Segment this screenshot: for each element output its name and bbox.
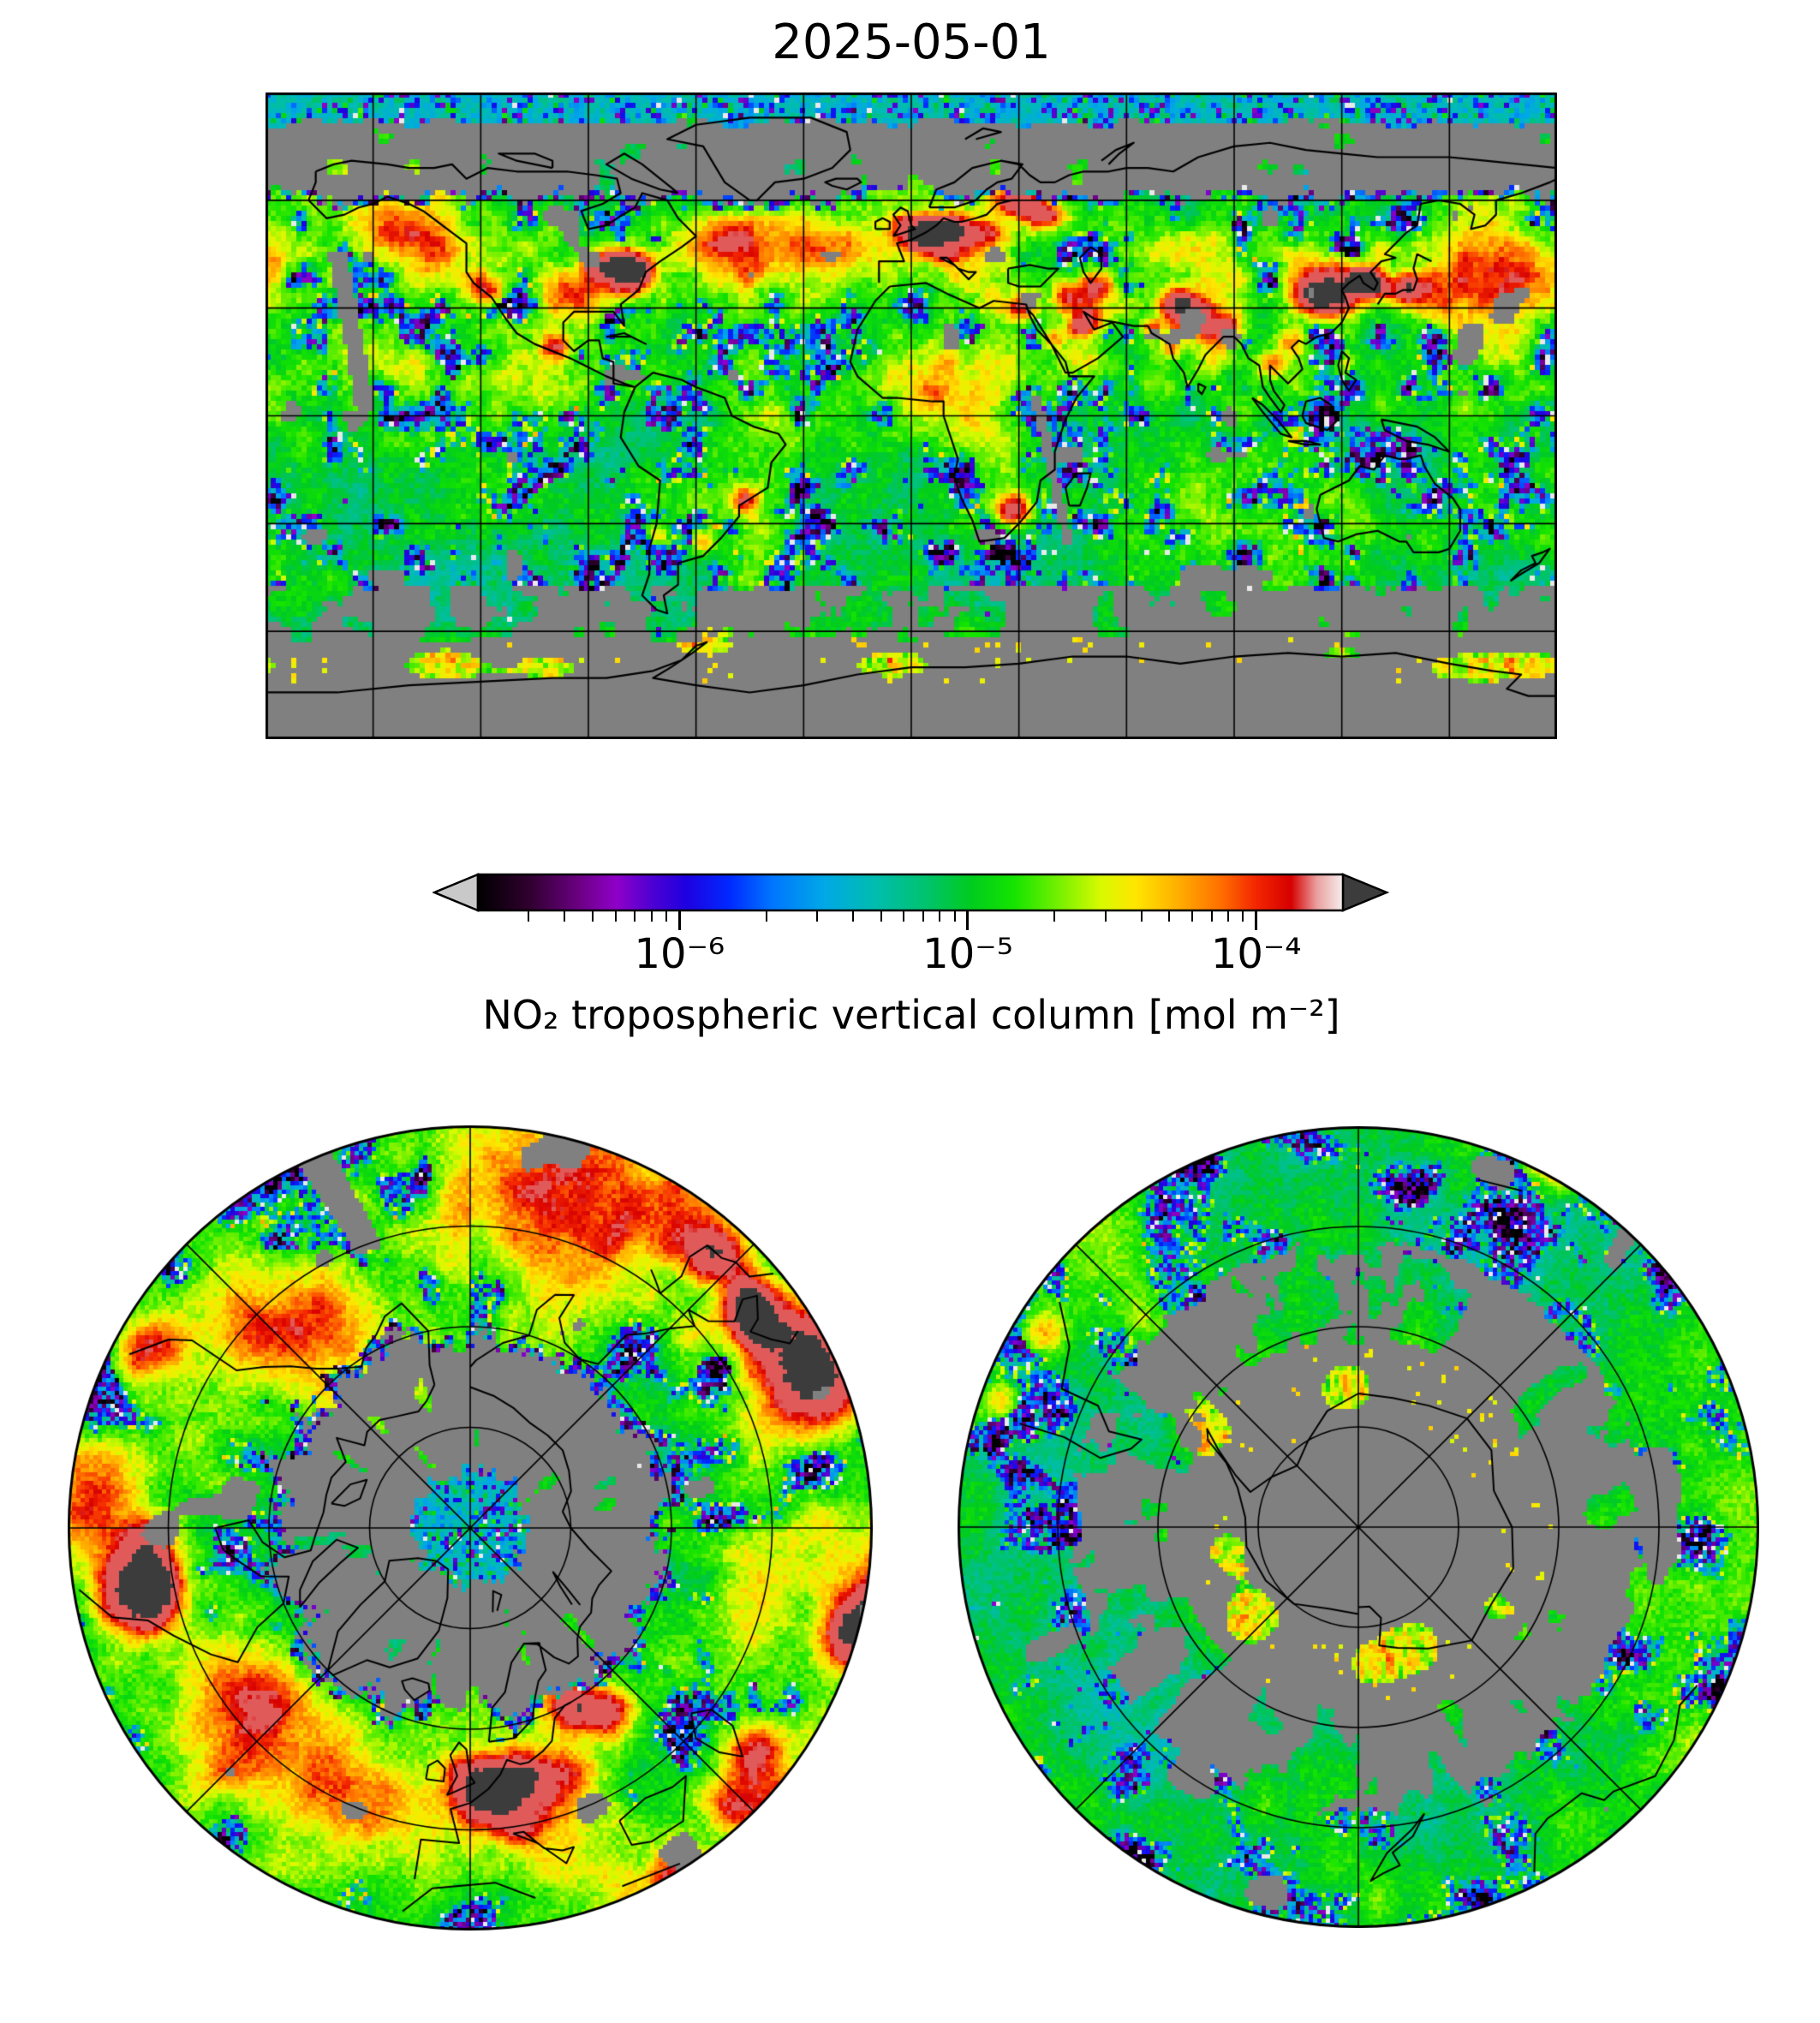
colorbar-minor-tick [939, 911, 940, 922]
colorbar-label: NO₂ tropospheric vertical column [mol m⁻²] [482, 992, 1340, 1038]
colorbar-tick-label: 10⁻⁵ [922, 930, 1013, 978]
south-polar-map-canvas [958, 1126, 1759, 1928]
colorbar-major-tick [966, 911, 969, 930]
global-map-canvas [266, 92, 1557, 739]
colorbar-minor-tick [615, 911, 617, 922]
colorbar-minor-tick [634, 911, 636, 922]
colorbar-tick-label: 10⁻⁴ [1210, 930, 1302, 978]
colorbar-minor-tick [1191, 911, 1193, 922]
colorbar-minor-tick [922, 911, 924, 922]
colorbar-tick-label: 10⁻⁶ [634, 930, 725, 978]
colorbar-minor-tick [766, 911, 767, 922]
colorbar-minor-tick [1053, 911, 1055, 922]
colorbar-minor-tick [651, 911, 653, 922]
colorbar-minor-tick [852, 911, 854, 922]
colorbar-minor-tick [1141, 911, 1143, 922]
colorbar-gradient-bar [478, 874, 1343, 910]
north-polar-map-canvas [68, 1125, 873, 1931]
colorbar-minor-tick [816, 911, 818, 922]
colorbar-minor-tick [665, 911, 667, 922]
figure-title: 2025-05-01 [772, 15, 1051, 70]
colorbar-minor-tick [528, 911, 529, 922]
colorbar-major-tick [678, 911, 681, 930]
colorbar-minor-tick [592, 911, 594, 922]
colorbar-minor-tick [1211, 911, 1213, 922]
colorbar-tick-labels [478, 930, 1343, 985]
colorbar-over-arrow [1343, 874, 1387, 910]
colorbar-minor-tick [564, 911, 565, 922]
colorbar-minor-tick [954, 911, 956, 922]
colorbar-minor-tick [903, 911, 904, 922]
colorbar-minor-tick [1168, 911, 1170, 922]
colorbar-minor-tick [1227, 911, 1229, 922]
colorbar [433, 873, 1392, 913]
colorbar-minor-tick [880, 911, 882, 922]
colorbar-major-tick [1255, 911, 1257, 930]
colorbar-minor-tick [1242, 911, 1244, 922]
colorbar-minor-tick [1105, 911, 1107, 922]
colorbar-under-arrow [434, 874, 478, 910]
